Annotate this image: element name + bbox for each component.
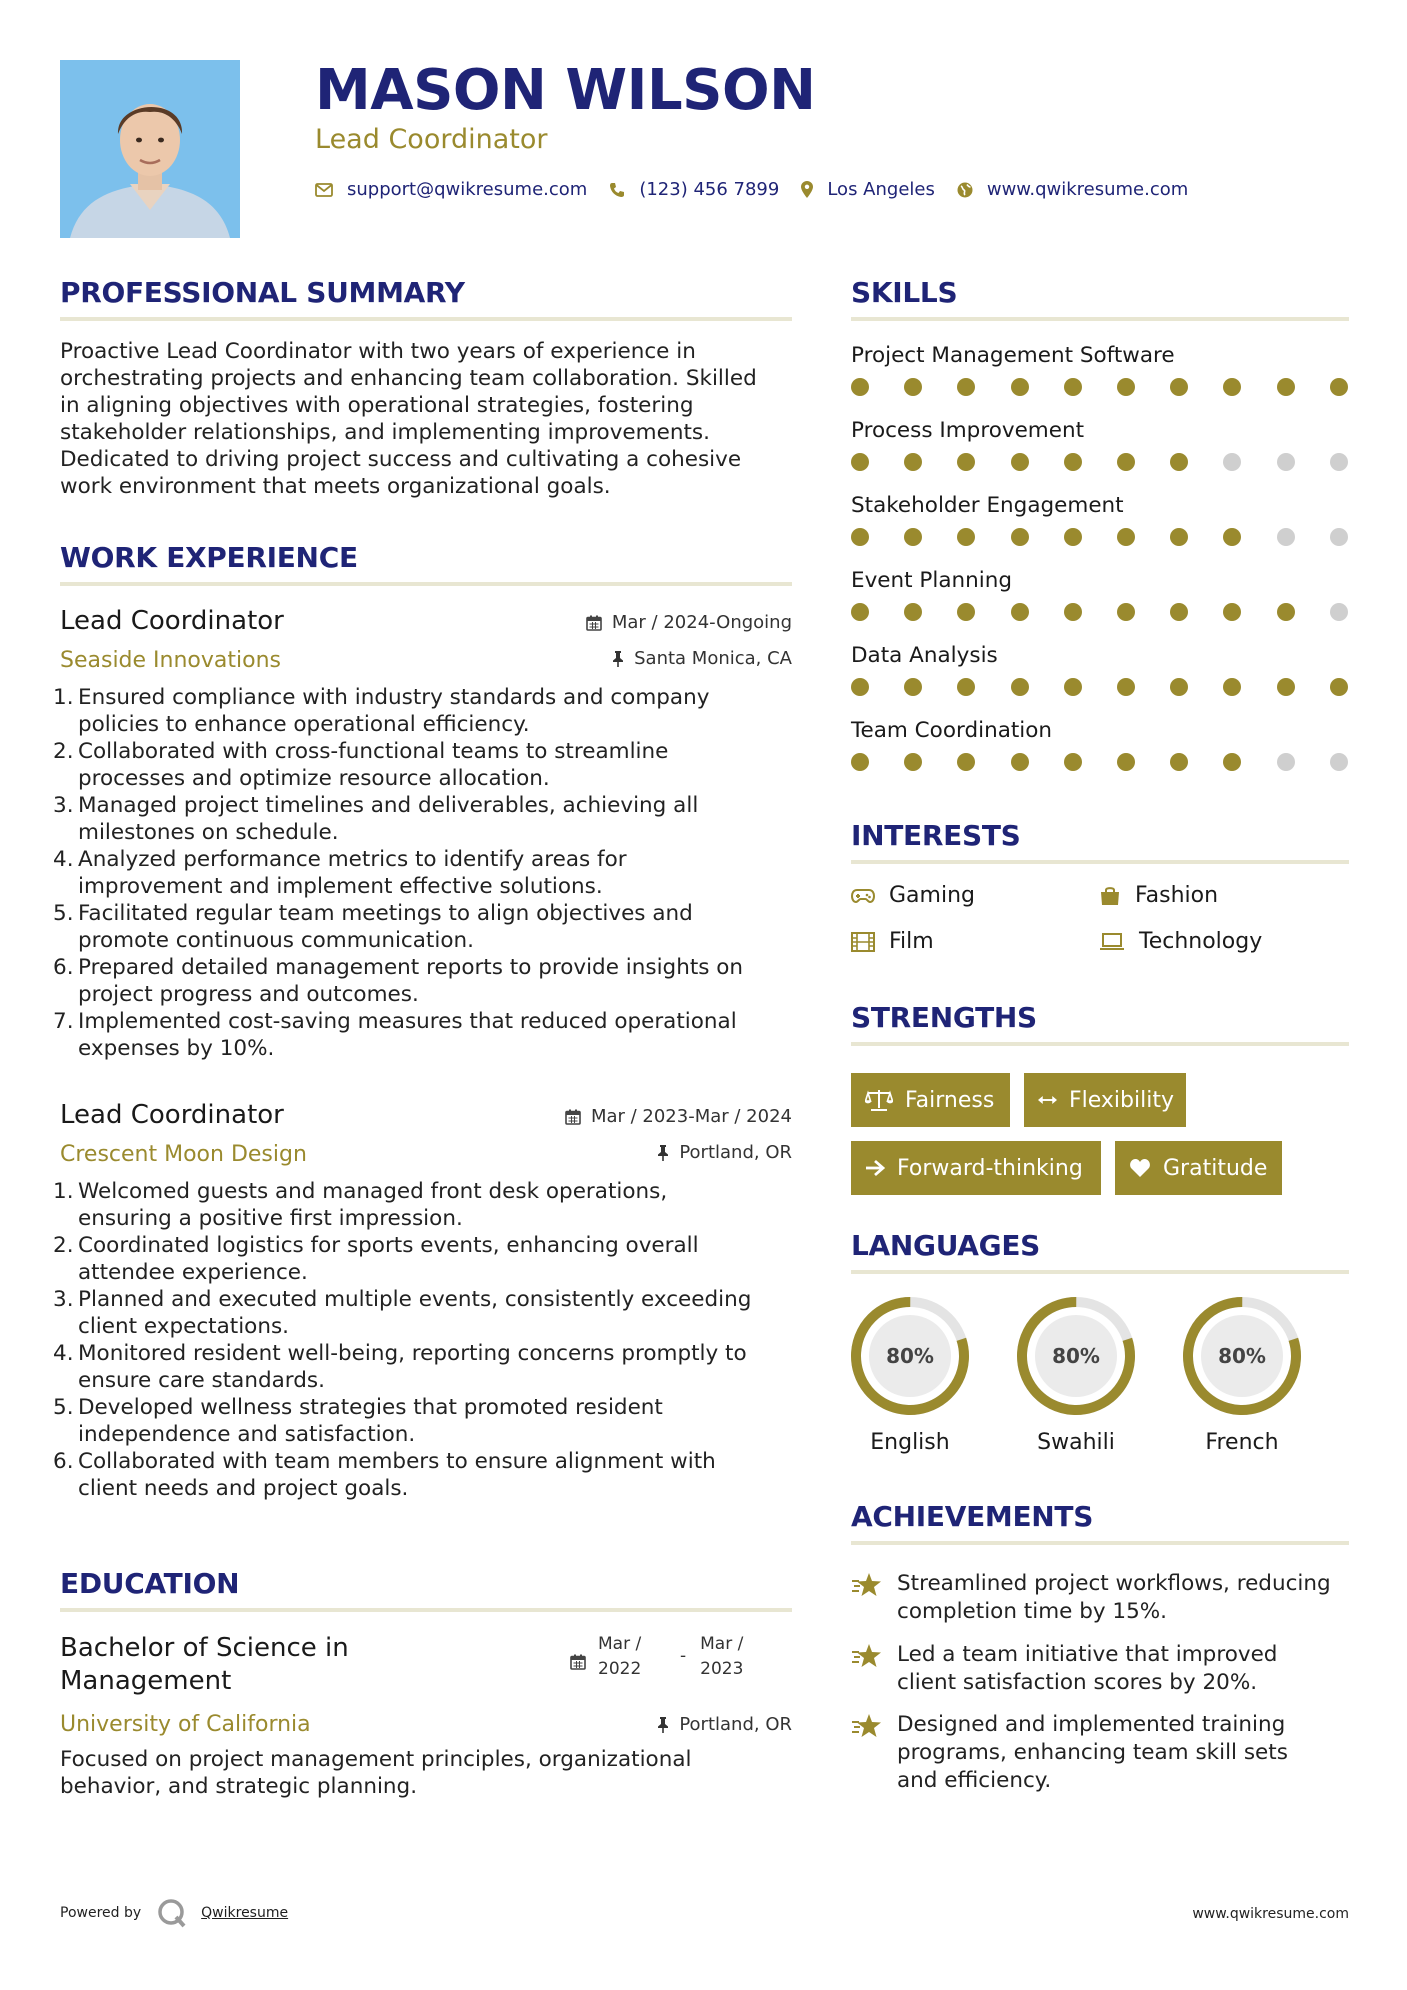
pin-icon	[657, 1145, 669, 1161]
skill-dot-filled	[904, 528, 922, 546]
skill-name: Data Analysis	[851, 643, 998, 668]
duty-item: Facilitated regular team meetings to align objectives and promote continuous communication.	[78, 901, 693, 953]
job-date-text: Mar / 2024-Ongoing	[611, 612, 792, 633]
education-dates	[570, 1632, 752, 1682]
contact-phone[interactable]	[609, 179, 779, 200]
skill-name: Event Planning	[851, 568, 1013, 593]
candidate-name: MASON WILSON	[315, 58, 816, 123]
section-divider	[851, 1541, 1349, 1545]
language-percent: 80%	[1052, 1344, 1100, 1368]
summary-line: orchestrating projects and enhancing team collaboration. Skilled	[60, 366, 757, 391]
interest-film: Film	[851, 929, 934, 954]
contact-bar	[315, 179, 1210, 200]
interest-fashion: Fashion	[1099, 883, 1218, 908]
skill-dot-filled	[1011, 753, 1029, 771]
achievement-text: Designed and implemented training programs, enhancing team skill sets and efficiency.	[897, 1712, 1288, 1793]
skill-item	[851, 343, 1349, 398]
interests-heading: INTERESTS	[851, 819, 1021, 852]
contact-email[interactable]	[315, 179, 587, 200]
balance-scale-icon	[865, 1089, 893, 1111]
skill-dot-empty	[1330, 603, 1348, 621]
skill-rating	[851, 603, 1349, 623]
skill-rating	[851, 378, 1349, 398]
star-award-icon	[851, 1643, 883, 1669]
summary-text	[60, 338, 792, 500]
achievement-item	[851, 1711, 1349, 1795]
film-icon	[851, 932, 875, 952]
strength-flexibility: Flexibility	[1024, 1073, 1186, 1127]
strength-gratitude: Gratitude	[1115, 1141, 1282, 1195]
job-date	[586, 612, 792, 633]
summary-line: Dedicated to driving project success and cultivating a cohesive	[60, 447, 742, 472]
skill-rating	[851, 528, 1349, 548]
qwikresume-logo-icon	[157, 1898, 187, 1928]
skill-dot-filled	[1064, 753, 1082, 771]
duty-item: Collaborated with cross-functional teams to streamline processes and optimize resource allocation.	[78, 739, 669, 791]
end-date: Mar / 2023	[700, 1634, 744, 1679]
job-location	[657, 1142, 792, 1163]
job-duties	[60, 684, 792, 1062]
skill-item	[851, 568, 1349, 623]
start-date: Mar / 2022	[598, 1634, 642, 1679]
skill-dot-filled	[1064, 378, 1082, 396]
skill-dot-filled	[904, 753, 922, 771]
skill-dot-empty	[1277, 453, 1295, 471]
job-location-text: Santa Monica, CA	[634, 648, 792, 669]
skill-rating	[851, 453, 1349, 473]
section-divider	[851, 860, 1349, 864]
summary-line: in aligning objectives with operational strategies, fostering	[60, 393, 694, 418]
skill-dot-filled	[851, 378, 869, 396]
summary-line: stakeholder relationships, and implementing improvements.	[60, 420, 710, 445]
skill-dot-filled	[851, 528, 869, 546]
pin-icon	[657, 1717, 669, 1733]
footer-powered-by	[60, 1898, 288, 1928]
job-entry	[60, 606, 792, 1062]
summary-line: Proactive Lead Coordinator with two years of experience in	[60, 339, 696, 364]
envelope-icon	[315, 183, 333, 197]
skill-dot-filled	[1223, 528, 1241, 546]
duty-item: Coordinated logistics for sports events, enhancing overall attendee experience.	[78, 1233, 699, 1285]
skill-dot-filled	[851, 603, 869, 621]
date-dash: -	[680, 1646, 687, 1666]
language-swahili	[1014, 1294, 1138, 1455]
skill-name: Process Improvement	[851, 418, 1085, 443]
skill-name: Project Management Software	[851, 343, 1175, 368]
skill-dot-filled	[1011, 528, 1029, 546]
phone-text: (123) 456 7899	[639, 179, 780, 200]
skill-dot-filled	[1223, 678, 1241, 696]
skill-dot-empty	[1330, 528, 1348, 546]
map-marker-icon	[801, 181, 813, 198]
skill-dot-filled	[1064, 453, 1082, 471]
location-text: Los Angeles	[827, 179, 935, 200]
duty-item: Prepared detailed management reports to provide insights on project progress and outcomes.	[78, 955, 744, 1007]
skill-dot-filled	[957, 528, 975, 546]
skill-dot-filled	[1117, 453, 1135, 471]
experience-heading: WORK EXPERIENCE	[60, 541, 358, 574]
footer-website[interactable]: www.qwikresume.com	[1192, 1906, 1349, 1922]
calendar-icon	[565, 1109, 581, 1125]
qwikresume-link[interactable]: Qwikresume	[201, 1905, 289, 1921]
degree-title: Bachelor of Science in Management	[60, 1633, 349, 1696]
school-location: Portland, OR	[657, 1714, 792, 1735]
heart-icon	[1129, 1158, 1151, 1178]
skill-dot-filled	[1277, 378, 1295, 396]
duty-item: Ensured compliance with industry standards and company policies to enhance operational efficiency.	[78, 685, 710, 737]
job-date	[565, 1106, 792, 1127]
job-date-text: Mar / 2023-Mar / 2024	[590, 1106, 792, 1127]
skill-dot-filled	[851, 678, 869, 696]
skill-dot-empty	[1330, 753, 1348, 771]
skill-dot-filled	[1117, 603, 1135, 621]
job-title: Lead Coordinator	[60, 1100, 284, 1130]
achievement-item	[851, 1641, 1349, 1697]
calendar-icon	[586, 615, 602, 631]
skill-dot-filled	[904, 678, 922, 696]
section-divider	[851, 1042, 1349, 1046]
achievements-section	[851, 1500, 1349, 1545]
achievement-text: Led a team initiative that improved client satisfaction scores by 20%.	[897, 1642, 1278, 1695]
skill-dot-filled	[1170, 678, 1188, 696]
strengths-section	[851, 1001, 1349, 1046]
skill-dot-filled	[1064, 678, 1082, 696]
shopping-bag-icon	[1099, 886, 1121, 906]
skill-dot-filled	[1011, 378, 1029, 396]
language-progress-ring	[1014, 1294, 1138, 1418]
skill-dot-filled	[904, 378, 922, 396]
pin-icon	[612, 651, 624, 667]
skill-dot-empty	[1330, 453, 1348, 471]
arrow-right-icon	[865, 1159, 885, 1177]
section-divider	[60, 582, 792, 586]
skill-dot-filled	[957, 453, 975, 471]
skill-dot-filled	[1064, 603, 1082, 621]
job-entry	[60, 1100, 792, 1502]
skill-item	[851, 418, 1349, 473]
experience-section	[60, 541, 792, 586]
phone-icon	[609, 182, 625, 198]
skill-dot-filled	[1277, 678, 1295, 696]
duty-item: Managed project timelines and deliverables, achieving all milestones on schedule.	[78, 793, 699, 845]
duty-item: Collaborated with team members to ensure alignment with client needs and project goals.	[78, 1449, 716, 1501]
skill-dot-filled	[1117, 378, 1135, 396]
language-name: Swahili	[1037, 1430, 1115, 1455]
skill-dot-filled	[1223, 753, 1241, 771]
skill-dot-filled	[1170, 453, 1188, 471]
skill-dot-filled	[1170, 753, 1188, 771]
duty-item: Analyzed performance metrics to identify areas for improvement and implement effective solutions.	[78, 847, 627, 899]
education-entry	[60, 1632, 792, 1799]
education-heading: EDUCATION	[60, 1567, 240, 1600]
summary-section	[60, 276, 792, 500]
skill-rating	[851, 753, 1349, 773]
contact-website[interactable]	[957, 179, 1188, 200]
skill-dot-filled	[1117, 528, 1135, 546]
job-title: Lead Coordinator	[60, 606, 284, 636]
powered-by-text: Powered by	[60, 1905, 142, 1921]
interest-gaming: Gaming	[851, 883, 975, 908]
job-company: Crescent Moon Design	[60, 1142, 307, 1167]
skill-dot-filled	[1330, 378, 1348, 396]
skill-dot-filled	[1170, 378, 1188, 396]
profile-photo	[60, 60, 240, 238]
skill-dot-filled	[1330, 678, 1348, 696]
strengths-heading: STRENGTHS	[851, 1001, 1037, 1034]
star-award-icon	[851, 1572, 883, 1598]
languages-section	[851, 1229, 1349, 1274]
skill-dot-filled	[1170, 603, 1188, 621]
duty-item: Implemented cost-saving measures that reduced operational expenses by 10%.	[78, 1009, 737, 1061]
language-english	[848, 1294, 972, 1455]
skill-dot-filled	[957, 378, 975, 396]
summary-heading: PROFESSIONAL SUMMARY	[60, 276, 465, 309]
skill-dot-empty	[1277, 753, 1295, 771]
skill-dot-filled	[1223, 603, 1241, 621]
skill-dot-filled	[957, 753, 975, 771]
job-company: Seaside Innovations	[60, 648, 281, 673]
skill-dot-filled	[1011, 603, 1029, 621]
skill-dot-filled	[904, 453, 922, 471]
duty-item: Monitored resident well-being, reporting concerns promptly to ensure care standards.	[78, 1341, 747, 1393]
education-section	[60, 1567, 792, 1612]
skill-name: Stakeholder Engagement	[851, 493, 1124, 518]
job-location	[612, 648, 792, 669]
skill-item	[851, 718, 1349, 773]
skills-section	[851, 276, 1349, 321]
language-progress-ring	[1180, 1294, 1304, 1418]
interest-technology: Technology	[1099, 929, 1262, 954]
skill-dot-filled	[851, 753, 869, 771]
skill-dot-empty	[1223, 453, 1241, 471]
calendar-icon	[570, 1654, 586, 1670]
languages-heading: LANGUAGES	[851, 1229, 1041, 1262]
arrows-horizontal-icon	[1038, 1093, 1057, 1107]
skill-rating	[851, 678, 1349, 698]
skill-dot-filled	[1170, 528, 1188, 546]
strength-forward-thinking: Forward-thinking	[851, 1141, 1101, 1195]
skill-name: Team Coordination	[851, 718, 1053, 743]
skill-item	[851, 493, 1349, 548]
candidate-title: Lead Coordinator	[315, 124, 548, 155]
achievements-heading: ACHIEVEMENTS	[851, 1500, 1094, 1533]
skill-dot-filled	[957, 678, 975, 696]
interests-section	[851, 819, 1349, 864]
globe-icon	[957, 182, 973, 198]
email-text: support@qwikresume.com	[347, 179, 588, 200]
language-french	[1180, 1294, 1304, 1455]
language-name: French	[1205, 1430, 1279, 1455]
job-duties	[60, 1178, 792, 1502]
section-divider	[851, 1270, 1349, 1274]
section-divider	[60, 317, 792, 321]
skill-item	[851, 643, 1349, 698]
skill-dot-filled	[957, 603, 975, 621]
skill-dot-filled	[1223, 378, 1241, 396]
language-progress-ring	[848, 1294, 972, 1418]
education-description: Focused on project management principles, organizational behavior, and strategic planning.	[60, 1747, 692, 1799]
website-text: www.qwikresume.com	[986, 179, 1189, 200]
achievement-item	[851, 1570, 1349, 1626]
skill-dot-filled	[1117, 678, 1135, 696]
skill-dot-filled	[1117, 753, 1135, 771]
duty-item: Planned and executed multiple events, consistently exceeding client expectations.	[78, 1287, 752, 1339]
skill-dot-filled	[1064, 528, 1082, 546]
strength-fairness: Fairness	[851, 1073, 1010, 1127]
skill-dot-filled	[851, 453, 869, 471]
job-location-text: Portland, OR	[679, 1142, 792, 1163]
duty-item: Developed wellness strategies that promoted resident independence and satisfaction.	[78, 1395, 663, 1447]
school-name: University of California	[60, 1712, 311, 1737]
star-award-icon	[851, 1713, 883, 1739]
section-divider	[60, 1608, 792, 1612]
skill-dot-empty	[1277, 528, 1295, 546]
language-percent: 80%	[886, 1344, 934, 1368]
laptop-icon	[1099, 933, 1125, 951]
skill-dot-filled	[1011, 678, 1029, 696]
gamepad-icon	[851, 888, 875, 904]
achievement-text: Streamlined project workflows, reducing completion time by 15%.	[897, 1571, 1331, 1624]
language-name: English	[870, 1430, 950, 1455]
summary-line: work environment that meets organizational goals.	[60, 474, 611, 499]
skill-dot-filled	[1011, 453, 1029, 471]
skills-heading: SKILLS	[851, 276, 958, 309]
duty-item: Welcomed guests and managed front desk operations, ensuring a positive first impression.	[78, 1179, 668, 1231]
language-percent: 80%	[1218, 1344, 1266, 1368]
section-divider	[851, 317, 1349, 321]
skill-dot-filled	[1277, 603, 1295, 621]
contact-location	[801, 179, 935, 200]
skill-dot-filled	[904, 603, 922, 621]
